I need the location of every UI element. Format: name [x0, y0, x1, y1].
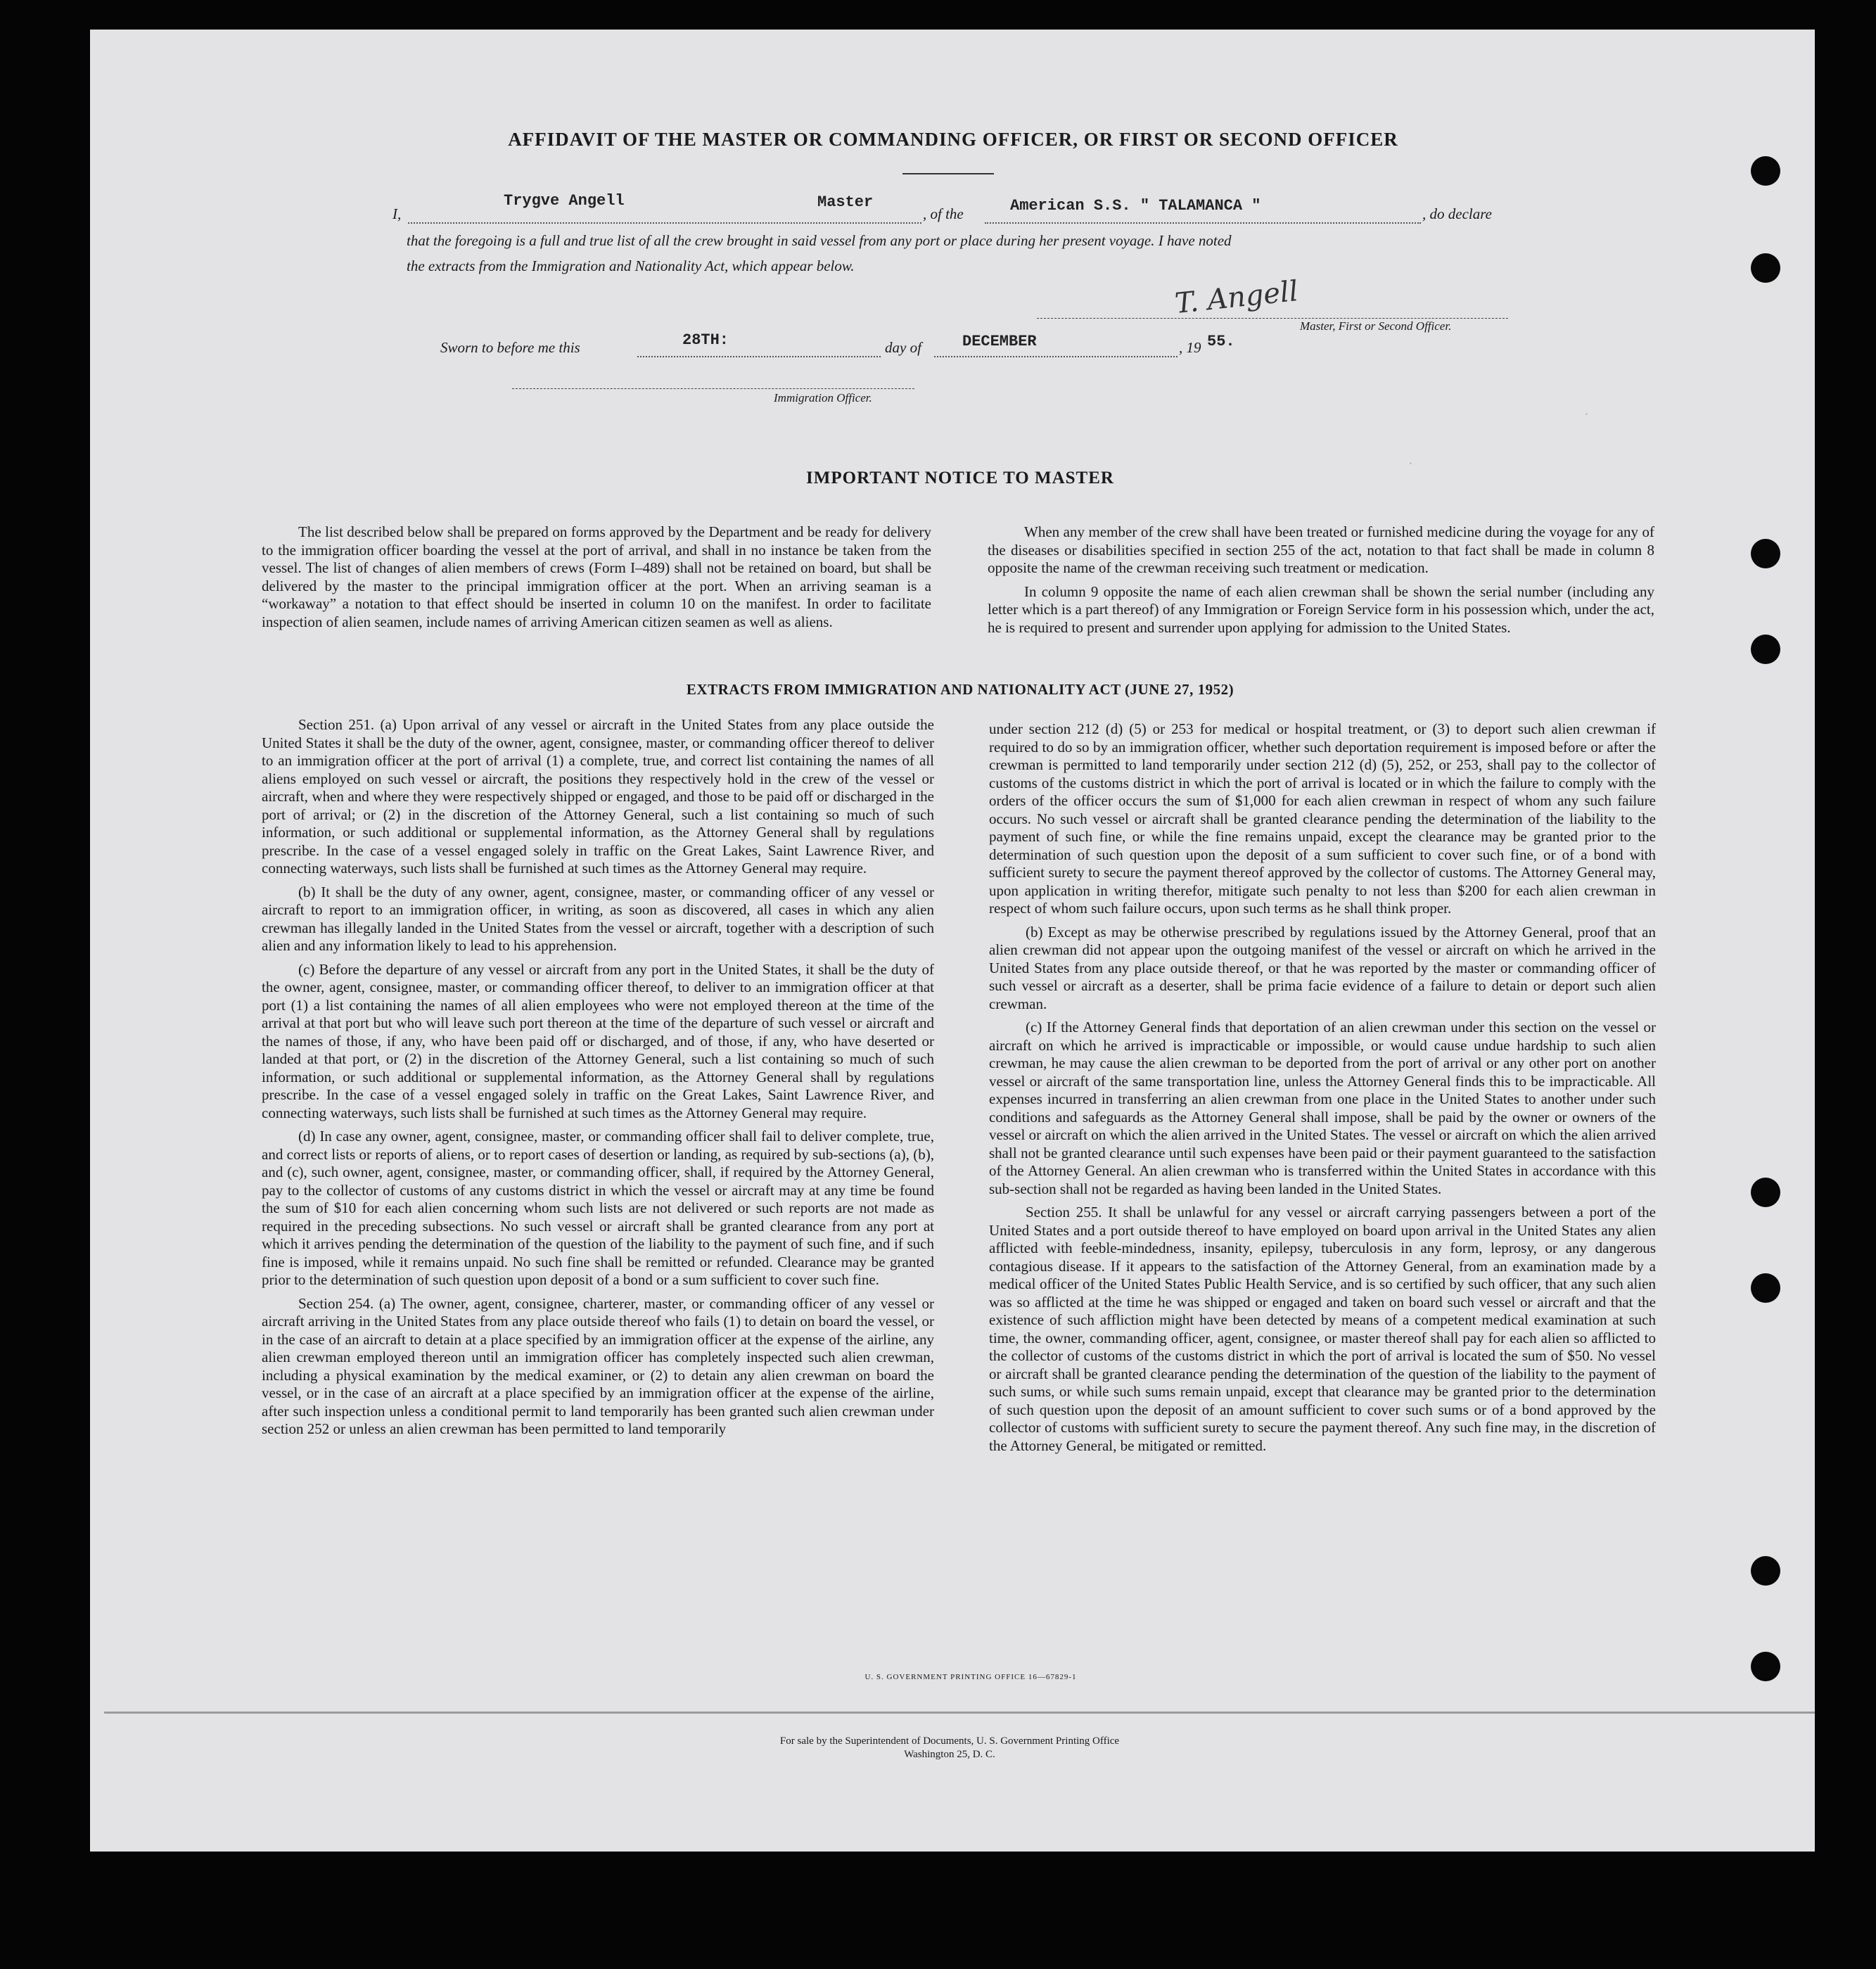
extracts-left-column: [262, 716, 934, 1444]
extract-paragraph: Section 254. (a) The owner, agent, consignee, charterer, master, or commanding officer of any vessel or aircraft arriving in the United States from any place outside thereof who fails (1) to detain on board the vessel, or in the case of an aircraft to detain at a place specified by an immigration officer at the expense of the airline, any alien crewman employed thereon until an immigration officer has completely inspected such alien crewman, including a physical examination by the medical examiner, or (2) to detain any alien crewman on board the vessel, or in the case of an aircraft at a place specified by an immigration officer at the expense of the airline, after such inspection unless a conditional permit to land temporarily has been granted such alien crewman under section 252 or unless an alien crewman has been permitted to land temporarily: [262, 1294, 934, 1437]
notice-left-column: [262, 523, 931, 637]
notice-heading: IMPORTANT NOTICE TO MASTER: [806, 469, 1114, 488]
notice-paragraph: The list described below shall be prepared on forms approved by the Department and be ready for delivery to the immigration officer boarding the vessel at the port of arrival, and shall in no instance be taken from the vessel. The list of changes of alien members of crews (Form I–489) shall not be retained on board, but shall be delivered by the master to the principal immigration officer at the port. When an arriving seaman is a “workaway” a notation to that effect should be inserted in column 10 on the manifest. In order to facilitate inspection of alien seamen, include names of arriving American citizen seamen as well as aliens.: [262, 523, 931, 630]
master-signature: T. Angell: [1173, 274, 1300, 321]
punch-hole: [1751, 253, 1780, 283]
punch-hole: [1751, 1652, 1780, 1681]
extracts-heading: EXTRACTS FROM IMMIGRATION AND NATIONALITY ACT (JUNE 27, 1952): [686, 681, 1234, 698]
sworn-month: DECEMBER: [962, 333, 1037, 350]
punch-hole: [1751, 635, 1780, 664]
footer-line-2: Washington 25, D. C.: [904, 1749, 995, 1760]
sworn-year: 55.: [1207, 333, 1235, 350]
notice-right-column: [988, 523, 1654, 642]
fold-line: [104, 1712, 1815, 1714]
notice-paragraph: When any member of the crew shall have been treated or furnished medicine during the voyage for any of the diseases or disabilities specified in section 255 of the act, notation to that fact shall be made in column 8 opposite the name of the crewman receiving such treatment or medication.: [988, 523, 1654, 576]
notice-paragraph: In column 9 opposite the name of each alien crewman shall be shown the serial number (including any letter which is a part thereof) of any Immigration or Foreign Service form in his possession which, under the act, he is required to present and surrender upon applying for admission to the United States.: [988, 582, 1654, 636]
of-the-label: , of the: [923, 205, 964, 222]
extract-paragraph: (c) Before the departure of any vessel or aircraft from any port in the United States, it shall be the duty of the owner, agent, consignee, master, or commanding officer thereof, to deliver to an immigration officer at that port (1) a list containing the names of all alien employees who were not employed thereon at the time of the arrival at that port but who will leave such port thereon at the time of the departure of such vessel or aircraft and the names of those, if any, who have been paid off or discharged, and of those, if any, who have deserted or landed at that port, or (2) in the discretion of the Attorney General, such a list containing so much of such information, or such additional or supplemental information, as the Attorney General shall by regulations prescribe. In the case of a vessel engaged solely in traffic on the Great Lakes, Saint Lawrence River, and connecting waterways, such lists shall be furnished at such times as the Attorney General may require.: [262, 960, 934, 1121]
signature-line: [1037, 318, 1508, 319]
bleed-through-mark: ·: [1407, 457, 1415, 471]
bleed-through-mark: ·: [1583, 408, 1590, 422]
punch-hole: [1751, 1178, 1780, 1207]
vessel-line: [985, 222, 1421, 224]
extract-paragraph: Section 255. It shall be unlawful for any vessel or aircraft carrying passengers between a port of the United States and a port outside thereof to have employed on board upon arrival in the United States any alien afflicted with feeble-mindedness, insanity, epilepsy, tuberculosis in any form, leprosy, or any dangerous contagious disease. If it appears to the satisfaction of the Attorney General, from an examination made by a medical officer of the United States Public Health Service, and is so certified by such officer, that any such alien was so afflicted at the time he was shipped or engaged and taken on board such vessel or aircraft and that the existence of such affliction might have been detected by means of a competent medical examination at such time, the owner, commanding officer, agent, consignee, or master thereof shall pay for each alien so afflicted to the collector of customs of the customs district in which the port of arrival is located the sum of $50. No vessel or aircraft shall be granted clearance pending the determination of the question of the liability to the payment of such sums, or while such sums remain unpaid, except that clearance may be granted prior to the determination of such question upon the deposit of an amount sufficient to cover such sums or of a bond approved by the collector of customs with sufficient surety to secure the payment thereof. Any such fine may, in the discretion of the Attorney General, be mitigated or remitted.: [989, 1204, 1656, 1454]
i-label: I,: [393, 205, 402, 222]
sworn-label: Sworn to before me this: [440, 339, 580, 356]
extract-paragraph: under section 212 (d) (5) or 253 for medical or hospital treatment, or (3) to deport such alien crewman if required to do so by an immigration officer, whether such deportation requirement is imposed before or after the crewman is permitted to land temporarily under section 212 (d) (5), 252, or 253, shall pay to the collector of customs of the customs district in which the port of arrival is located or in which the failure to comply with the orders of the officer occurs the sum of $1,000 for each alien crewman in respect of whom any such failure occurs. No such vessel or aircraft shall be granted clearance pending the determination of the liability to the payment of such fine, or while the fine remains unpaid, except the clearance may be granted prior to the determination of such question upon the deposit of a sum sufficient to cover such fine, or of a bond with sufficient surety to secure the payment thereof approved by the collector of customs. The Attorney General may, upon application in writing therefor, mitigate such penalty to not less than $200 for each alien crewman in respect of whom such failure occurs, upon such terms as he shall think proper.: [989, 720, 1656, 917]
statement-line-2: the extracts from the Immigration and Nationality Act, which appear below.: [407, 257, 855, 274]
punch-hole: [1751, 1273, 1780, 1303]
officer-signature-line: [512, 388, 914, 389]
sworn-day: 28TH:: [682, 331, 729, 349]
day-line: [637, 356, 881, 357]
statement-line-1: that the foregoing is a full and true list of all the crew brought in said vessel from any port or place during her present voyage. I have noted: [407, 232, 1232, 249]
declare-label: , do declare: [1422, 205, 1492, 222]
extract-paragraph: (c) If the Attorney General finds that deportation of an alien crewman under this section on the vessel or aircraft on which he arrived is impracticable or impossible, or would cause undue hardship to such alien crewman, he may cause the alien crewman to be deported from the port of arrival or any other port on another vessel or aircraft of the same transportation line, unless the Attorney General finds this to be impracticable. All expenses incurred in transferring an alien crewman from one place in the United States to another under such conditions and safeguards as the Attorney General shall impose, shall be paid by the owner or owners of the vessel or aircraft on which the alien arrived in the United States. The vessel or aircraft on which the alien arrived shall not be granted clearance until such expenses have been paid or their payment guaranteed to the satisfaction of the Attorney General. An alien crewman who is transferred within the United States in accordance with this sub-section shall not be regarded as having been landed in the United States.: [989, 1019, 1656, 1197]
punch-hole: [1751, 1556, 1780, 1586]
punch-hole: [1751, 539, 1780, 568]
master-name: Trygve Angell: [504, 192, 625, 210]
officer-caption: Immigration Officer.: [774, 391, 872, 404]
signer-caption: Master, First or Second Officer.: [1300, 319, 1452, 333]
sale-footer: [633, 1735, 1266, 1761]
extract-paragraph: (b) Except as may be otherwise prescribed by regulations issued by the Attorney General, proof that an alien crewman did not appear upon the outgoing manifest of the vessel or aircraft on which he arrived in the United States from any place outside thereof, or that he was reported by the master or commanding officer of such vessel or aircraft as a deserter, shall be prima facie evidence of a failure to detain or deport such alien crewman.: [989, 923, 1656, 1012]
extract-paragraph: Section 251. (a) Upon arrival of any vessel or aircraft in the United States from any place outside the United States it shall be the duty of the owner, agent, consignee, master, or commanding officer thereof to deliver to an immigration officer at the port of arrival (1) a complete, true, and correct list containing the names of all aliens employed on such vessel or aircraft, the positions they respectively hold in the crew of the vessel or aircraft, when and where they were respectively shipped or engaged, and those to be paid off or discharged in the port of arrival; or (2) in the discretion of the Attorney General, such a list containing so much of such information, or such additional or supplemental information, as the Attorney General shall by regulations prescribe. In the case of a vessel engaged solely in traffic on the Great Lakes, Saint Lawrence River, and connecting waterways, such lists shall be furnished at such times as the Attorney General may require.: [262, 716, 934, 877]
affidavit-title: AFFIDAVIT OF THE MASTER OR COMMANDING OFFICER, OR FIRST OR SECOND OFFICER: [508, 129, 1398, 150]
month-line: [934, 356, 1178, 357]
vessel-name: American S.S. " TALAMANCA ": [1010, 197, 1261, 215]
master-rank: Master: [817, 193, 874, 211]
extract-paragraph: (b) It shall be the duty of any owner, agent, consignee, master, or commanding officer of any vessel or aircraft to report to an immigration officer, in writing, as soon as discovered, all cases in which any alien crewman has illegally landed in the United States from the vessel or aircraft, together with a description of such alien and any information likely to lead to his apprehension.: [262, 883, 934, 954]
extracts-right-column: [989, 720, 1656, 1460]
printer-line: U. S. GOVERNMENT PRINTING OFFICE 16—67829-1: [864, 1673, 1077, 1681]
name-line: [408, 222, 921, 224]
day-of-label: day of: [885, 339, 921, 356]
footer-line-1: For sale by the Superintendent of Documents, U. S. Government Printing Office: [779, 1735, 1120, 1747]
title-divider: [902, 173, 994, 174]
extract-paragraph: (d) In case any owner, agent, consignee, master, or commanding officer shall fail to deliver complete, true, and correct lists or reports of aliens, or to report cases of desertion or landing, as required by sub-sections (a), (b), and (c), such owner, agent, consignee, master, or commanding officer, shall, if required by the Attorney General, pay to the collector of customs of any customs district in which the vessel or aircraft may at any time be found the sum of $10 for each alien concerning whom such lists are not delivered or such reports are not made as required in the preceding subsections. No such vessel or aircraft shall be granted clearance from any port at which it arrives pending the determination of the question of the liability to the payment of such fine, and if such fine is imposed, while it remains unpaid. No such fine shall be remitted or refunded. Clearance may be granted prior to the determination of such question upon deposit of a bond or a sum sufficient to cover such fine.: [262, 1128, 934, 1288]
year-prefix: , 19: [1179, 339, 1201, 356]
punch-hole: [1751, 156, 1780, 186]
